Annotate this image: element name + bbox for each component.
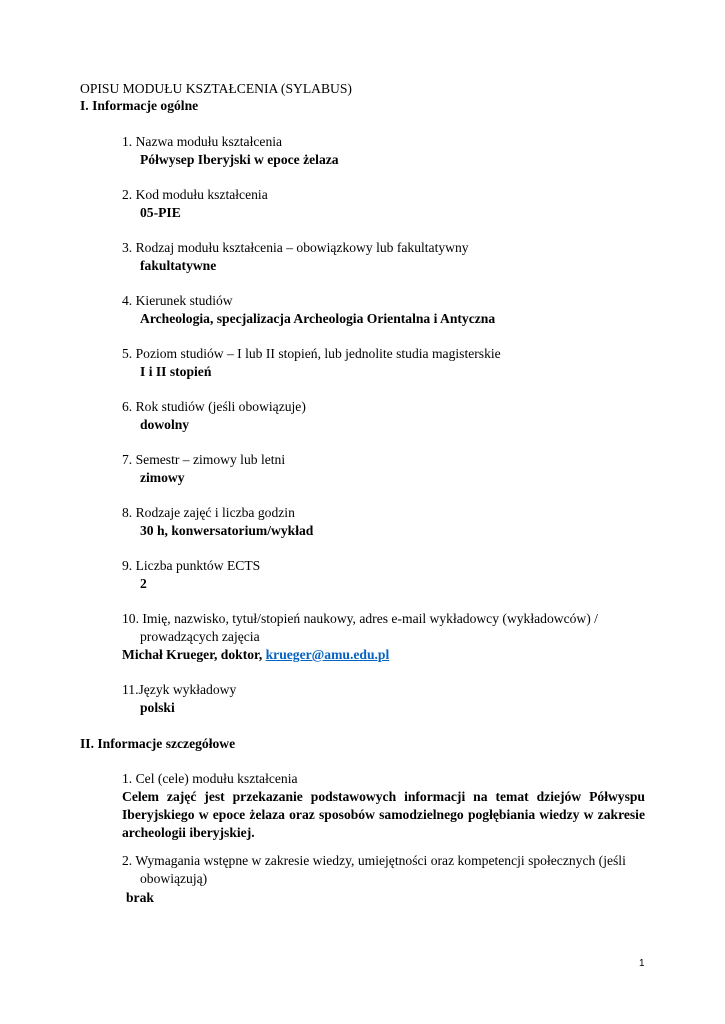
document-title: OPISU MODUŁU KSZTAŁCENIA (SYLABUS) — [80, 81, 352, 96]
item-label-study-year: 6. Rok studiów (jeśli obowiązuje) — [122, 399, 306, 414]
item-value-module-goal: Celem zajęć jest przekazanie podstawowych informacji na temat dziejów Półwyspu Iberyjskiego w epoce żelaza oraz sposobów samodzielnego pogłębiania wiedzy w zakresie archeologii iberyjskiej. — [122, 789, 645, 840]
item-label-field-of-study: 4. Kierunek studiów — [122, 293, 233, 308]
page-number: 1 — [639, 958, 645, 969]
item-label-lecturer-line2: prowadzących zajęcia — [140, 629, 260, 644]
item-value-module-name: Półwysep Iberyjski w epoce żelaza — [140, 152, 339, 167]
item-label-semester: 7. Semestr – zimowy lub letni — [122, 452, 286, 467]
item-value-semester: zimowy — [140, 470, 185, 485]
item-label-ects: 9. Liczba punktów ECTS — [122, 558, 261, 573]
item-label-module-goal: 1. Cel (cele) modułu kształcenia — [122, 771, 298, 786]
item-value-module-type: fakultatywne — [140, 258, 217, 273]
item-label-class-types: 8. Rodzaje zajęć i liczba godzin — [122, 505, 295, 520]
item-value-study-year: dowolny — [140, 417, 190, 432]
item-value-prerequisites: brak — [126, 890, 154, 905]
item-value-ects: 2 — [140, 576, 147, 591]
item-label-module-type: 3. Rodzaj modułu kształcenia – obowiązkowy lub fakultatywny — [122, 240, 469, 255]
item-value-study-level: I i II stopień — [140, 364, 212, 379]
item-label-language: 11.Język wykładowy — [122, 682, 237, 697]
item-value-class-types: 30 h, konwersatorium/wykład — [140, 523, 314, 538]
item-value-language: polski — [140, 700, 175, 715]
lecturer-name: Michał Krueger, doktor, — [122, 647, 266, 662]
item-label-prerequisites-line1: 2. Wymagania wstępne w zakresie wiedzy, umiejętności oraz kompetencji społecznych (jeśli — [122, 853, 626, 868]
item-value-lecturer — [122, 646, 389, 664]
item-value-field-of-study: Archeologia, specjalizacja Archeologia Orientalna i Antyczna — [140, 311, 496, 326]
item-label-module-name: 1. Nazwa modułu kształcenia — [122, 134, 283, 149]
item-label-module-code: 2. Kod modułu kształcenia — [122, 187, 268, 202]
section-heading-detailed: II. Informacje szczegółowe — [80, 736, 236, 751]
item-label-prerequisites-line2: obowiązują) — [140, 871, 208, 886]
item-label-lecturer-line1: 10. Imię, nazwisko, tytuł/stopień naukowy, adres e-mail wykładowcy (wykładowców) / — [122, 611, 598, 626]
item-value-module-code: 05-PIE — [140, 205, 181, 220]
section-heading-general: I. Informacje ogólne — [80, 98, 199, 113]
item-label-study-level: 5. Poziom studiów – I lub II stopień, lub jednolite studia magisterskie — [122, 346, 501, 361]
lecturer-email-link[interactable]: krueger@amu.edu.pl — [265, 647, 390, 662]
